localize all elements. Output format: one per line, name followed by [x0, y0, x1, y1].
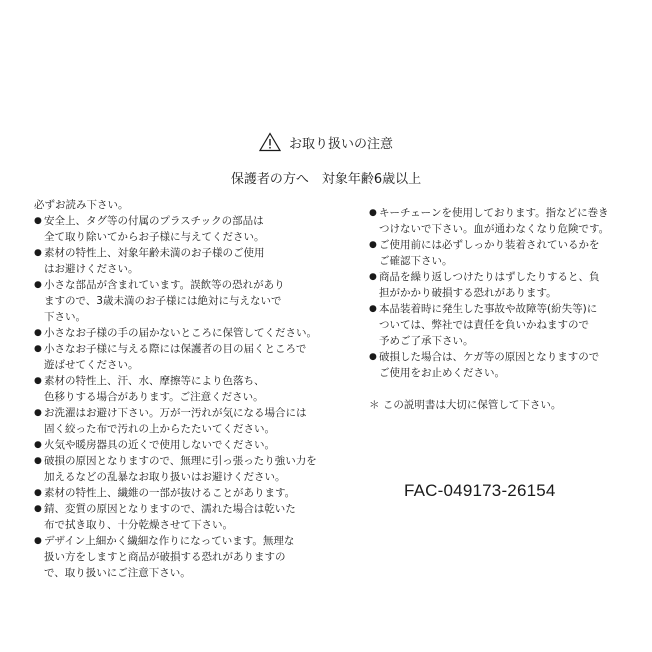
caution-line: ついては、弊社では責任を負いかねますので [379, 319, 589, 331]
caution-item [34, 325, 324, 341]
caution-line: 素材の特性上、汗、水、摩擦等により色落ち、 [44, 375, 265, 387]
bullet-icon: ● [34, 504, 42, 514]
caution-item [369, 205, 619, 237]
caution-line: はお避けください。 [44, 263, 139, 275]
caution-line: デザイン上細かく繊細な作りになっています。無理な [44, 535, 295, 547]
caution-text [44, 213, 324, 245]
caution-text [44, 533, 324, 581]
caution-text [44, 325, 324, 341]
caution-item [34, 533, 324, 581]
caution-text [44, 277, 324, 325]
caution-line: 火気や暖房器具の近くで使用しないでください。 [44, 439, 275, 451]
product-code: FAC-049173-26154 [404, 481, 556, 500]
bullet-icon: ● [369, 272, 377, 282]
caution-item [34, 213, 324, 245]
caution-line: つけないで下さい。血が通わなくなり危険です。 [379, 223, 610, 235]
caution-item [34, 341, 324, 373]
bullet-icon: ● [34, 328, 42, 338]
caution-line: 小さな部品が含まれています。誤飲等の恐れがあり [44, 279, 285, 291]
caution-line: 固く絞った布で汚れの上からたたいてください。 [44, 423, 275, 435]
bullet-icon: ● [369, 352, 377, 362]
caution-line: 全て取り除いてからお子様に与えてください。 [44, 231, 265, 243]
bullet-icon: ● [34, 248, 42, 258]
caution-line: 素材の特性上、対象年齢未満のお子様のご使用 [44, 247, 265, 259]
caution-line: で、取り扱いにご注意下さい。 [44, 567, 191, 579]
storage-note: ＊ この説明書は大切に保管して下さい。 [369, 399, 562, 411]
bullet-icon: ● [369, 240, 377, 250]
caution-item [34, 373, 324, 405]
caution-line: キーチェーンを使用しております。指などに巻き [379, 207, 609, 219]
left-column [34, 197, 324, 581]
caution-line: 素材の特性上、繊維の一部が抜けることがあります。 [44, 487, 296, 499]
caution-item [34, 485, 324, 501]
caution-line: ご使用をお止めください。 [379, 367, 505, 379]
caution-line: 遊ばせてください。 [44, 359, 139, 371]
title-row [259, 132, 393, 152]
caution-line: 予めご了承下さい。 [379, 335, 474, 347]
caution-text [44, 501, 324, 533]
caution-line: ご確認下さい。 [379, 255, 453, 267]
bullet-icon: ● [34, 344, 42, 354]
caution-line: 加えるなどの乱暴なお取り扱いはお避けください。 [44, 471, 286, 483]
header [0, 132, 652, 156]
caution-text [379, 301, 619, 349]
caution-line: 布で拭き取り、十分乾燥させて下さい。 [44, 519, 233, 531]
left-list [34, 213, 324, 581]
caution-line: 下さい。 [44, 311, 86, 323]
caution-text [379, 205, 619, 237]
caution-item [34, 277, 324, 325]
caution-line: 担がかかり破損する恐れがあります。 [379, 287, 557, 299]
caution-line: ご使用前には必ずしっかり装着されているかを [379, 239, 600, 251]
page-title: お取り扱いの注意 [288, 136, 393, 152]
caution-text [44, 373, 324, 405]
bullet-icon: ● [34, 216, 42, 226]
caution-item [369, 269, 619, 301]
caution-item [369, 349, 619, 381]
caution-line: 小さなお子様の手の届かないところに保管してください。 [44, 327, 317, 339]
caution-item [34, 501, 324, 533]
caution-item [369, 237, 619, 269]
caution-text [44, 341, 324, 373]
bullet-icon: ● [34, 456, 42, 466]
caution-text [44, 405, 324, 437]
caution-text [44, 485, 324, 501]
caution-item [34, 437, 324, 453]
intro-text: 必ずお読み下さい。 [34, 199, 129, 211]
caution-line: 商品を繰り返しつけたりはずしたりすると、負 [379, 271, 600, 283]
caution-line: 小さなお子様に与える際には保護者の目の届くところで [44, 343, 307, 355]
page-subtitle: 保護者の方へ 対象年齢6歳以上 [230, 172, 422, 187]
caution-text [379, 269, 619, 301]
caution-item [34, 405, 324, 437]
caution-text [44, 437, 324, 453]
caution-item [34, 453, 324, 485]
caution-line: 安全上、タグ等の付属のプラスチックの部品は [44, 215, 264, 227]
caution-text [379, 237, 619, 269]
caution-line: お洗濯はお避け下さい。万が一汚れが気になる場合には [44, 407, 307, 419]
right-list [369, 205, 619, 381]
bullet-icon: ● [34, 440, 42, 450]
caution-item [369, 301, 619, 349]
warning-triangle-icon [259, 132, 281, 152]
caution-line: 本品装着時に発生した事故や故障等(紛失等)に [379, 303, 598, 315]
caution-line: 色移りする場合があります。ご注意ください。 [44, 391, 264, 403]
caution-line: 錆、変質の原因となりますので、濡れた場合は乾いた [44, 503, 296, 515]
bullet-icon: ● [34, 280, 42, 290]
bullet-icon: ● [34, 488, 42, 498]
caution-line: 破損の原因となりますので、無理に引っ張ったり強い力を [44, 455, 317, 467]
bullet-icon: ● [34, 376, 42, 386]
caution-line: 扱い方をしますと商品が破損する恐れがありますの [44, 551, 286, 563]
bullet-icon: ● [369, 304, 377, 314]
caution-text [379, 349, 619, 381]
caution-line: ますので、3歳未満のお子様には絶対に与えないで [44, 295, 282, 307]
caution-line: 破損した場合は、ケガ等の原因となりますので [379, 351, 600, 363]
caution-text [44, 453, 324, 485]
bullet-icon: ● [34, 408, 42, 418]
caution-text [44, 245, 324, 277]
bullet-icon: ● [34, 536, 42, 546]
bullet-icon: ● [369, 208, 377, 218]
right-column [369, 205, 619, 381]
caution-item [34, 245, 324, 277]
